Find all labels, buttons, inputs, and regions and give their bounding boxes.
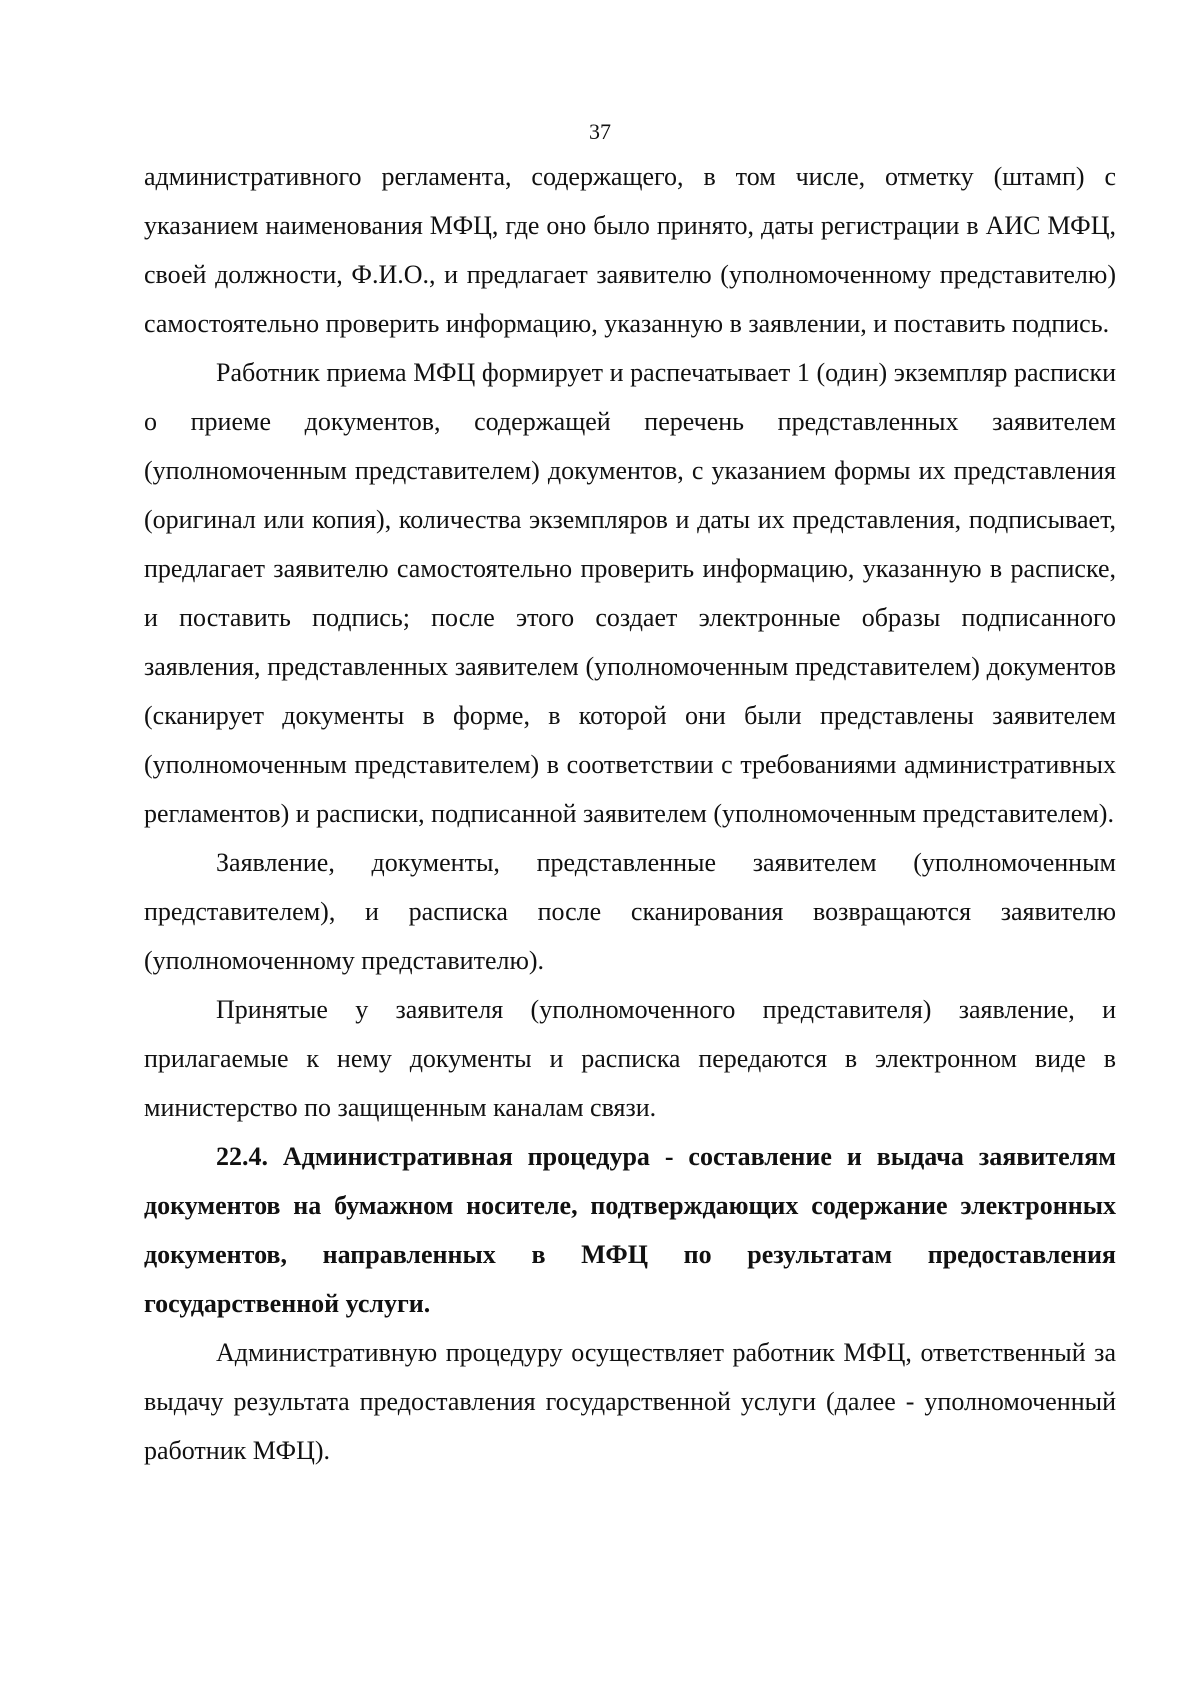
paragraph-continuation: административного регламента, содержащего, в том числе, отметку (штамп) с указанием наименования МФЦ, где оно было принято, даты регистрации в АИС МФЦ, своей должности, Ф.И.О., и предлагает заявителю (уполномоченному представителю) самостоятельно проверить информацию, указанную в заявлении, и поставить подпись. [144,162,1116,338]
paragraph-receipt-formation: Работник приема МФЦ формирует и распечатывает 1 (один) экземпляр расписки о приеме документов, содержащей перечень представленных заявителем (уполномоченным представителем) документов, с указанием формы их представления (оригинал или копия), количества экземпляров и даты их представления, подписывает, предлагает заявителю самостоятельно проверить информацию, указанную в расписке, и поставить подпись; после этого создает электронные образы подписанного заявления, представленных заявителем (уполномоченным представителем) документов (сканирует документы в форме, в которой они были представлены заявителем (уполномоченным представителем) в соответствии с требованиями административных регламентов) и расписки, подписанной заявителем (уполномоченным представителем). [144,358,1116,828]
page-number: 37 [589,119,611,144]
paragraph-procedure-executor: Административную процедуру осуществляет работник МФЦ, ответственный за выдачу результата предоставления государственной услуги (далее - уполномоченный работник МФЦ). [144,1338,1116,1465]
paragraph-documents-returned: Заявление, документы, представленные заявителем (уполномоченным представителем), и расписка после сканирования возвращаются заявителю (уполномоченному представителю). [144,848,1116,975]
section-heading-22-4: 22.4. Административная процедура - составление и выдача заявителям документов на бумажном носителе, подтверждающих содержание электронных документов, направленных в МФЦ по результатам предоставления государственной услуги. [144,1142,1116,1318]
document-body [144,152,1116,1475]
paragraph-documents-transfer: Принятые у заявителя (уполномоченного представителя) заявление, и прилагаемые к нему документы и расписка передаются в электронном виде в министерство по защищенным каналам связи. [144,995,1116,1122]
